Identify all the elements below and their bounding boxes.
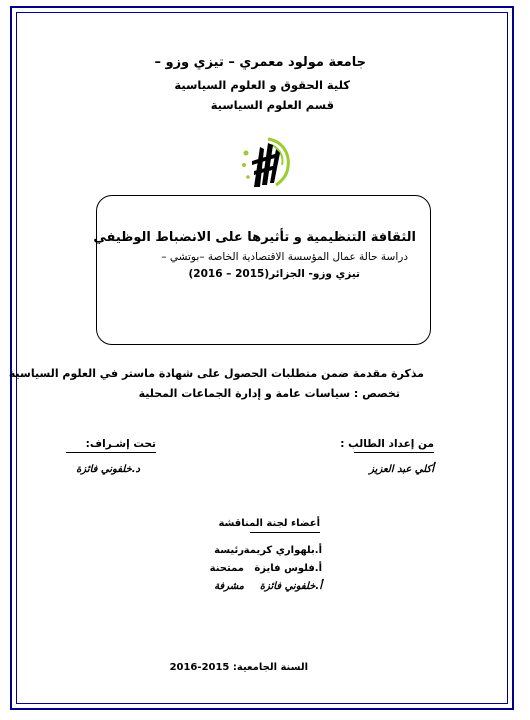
university-logo-icon xyxy=(238,135,294,191)
supervisor-name: د.خلفوني فائزة xyxy=(76,464,140,475)
page-border-inner xyxy=(16,12,508,704)
jury-member-role: رئيسة xyxy=(214,545,244,556)
supervised-by-underline xyxy=(66,452,156,453)
case-study-location: تيزي وزو- الجزائر(2015 – 2016) xyxy=(188,268,360,280)
jury-title: أعضاء لجنة المناقشة xyxy=(218,518,320,529)
jury-member-name: أ.خلفوني فائزة xyxy=(259,581,322,592)
thesis-title: الثقافة التنظيمية و تأثيرها على الانضباط الوظيفي xyxy=(93,230,416,245)
university-name: جامعة مولود معمري – تيزي وزو – xyxy=(154,55,366,70)
jury-member-role: مشرفة xyxy=(214,581,244,592)
jury-member-name: أ.فلوس فايزة xyxy=(254,563,322,574)
department-name: قسم العلوم السياسية xyxy=(210,98,334,112)
memo-description: مذكرة مقدمة ضمن متطلبات الحصول على شهادة ماستر في العلوم السياسية xyxy=(8,367,424,380)
supervised-by-label: تحت إشـراف: xyxy=(85,438,156,450)
faculty-name: كلية الحقوق و العلوم السياسية xyxy=(174,78,350,92)
prepared-by-label: من إعداد الطالب : xyxy=(340,438,434,450)
jury-title-underline xyxy=(250,532,320,533)
jury-member-name: أ.بلهواري كريمة xyxy=(243,545,322,556)
student-name: أكلي عبد العزيز xyxy=(369,464,434,475)
specialization: تخصص : سياسات عامة و إدارة الجماعات المحلية xyxy=(138,387,400,400)
case-study-line: دراسة حالة عمال المؤسسة الاقتصادية الخاصة –بوتشي – xyxy=(161,251,408,263)
jury-member-role: ممتحنة xyxy=(209,563,244,574)
academic-year: السنة الجامعية: 2015-2016 xyxy=(169,662,308,673)
prepared-by-underline xyxy=(354,452,434,453)
